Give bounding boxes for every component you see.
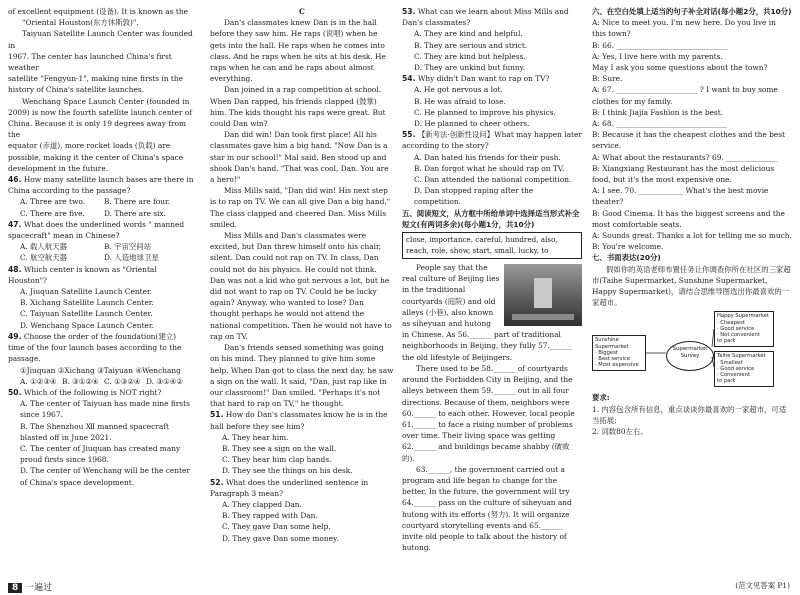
dialog-line[interactable]: B: 66. ______________________________ xyxy=(592,40,728,50)
paragraph: Dan's friends sensed something was going on his mind. They planned to give him some help. When Dan got to class the next day, he saw a sign on the wall. It said, "Dan, just rap like in our classroom!" Dan smiled. "Perhaps it's not that hard to rap on TV," he thought. xyxy=(210,343,394,409)
option[interactable]: A. He got nervous a lot. xyxy=(414,85,503,95)
option[interactable]: C. The center of Jiuquan has created many proud firsts since 1968. xyxy=(20,443,181,465)
dialog-line: B: Because it has the cheapest clothes and the best service. xyxy=(592,130,786,151)
option[interactable]: D. Wenchang Space Launch Center. xyxy=(20,320,154,330)
text-line: of excellent equipment (设备). It is known as the xyxy=(8,7,188,16)
box-title: Taihe Supermarket xyxy=(717,353,766,360)
option[interactable]: B. They are serious and strict. xyxy=(414,40,528,50)
dialog-line: May I ask you some questions about the town? xyxy=(592,63,768,73)
happy-box xyxy=(714,311,774,346)
requirement: 1. 内容包含所有信息，重点谈谈你最喜欢的一家超市，可适当拓展; xyxy=(592,404,787,425)
option[interactable]: D. The center of Wenchang will be the center of China's space development. xyxy=(20,466,190,487)
question-54 xyxy=(402,73,582,129)
question-number: 46. xyxy=(8,175,22,185)
gate-shape xyxy=(534,278,552,308)
question-stem: What does the underlined words " manned spacecraft" mean in Chinese? xyxy=(8,219,185,241)
question-stem: 【新考法·创新性设问】What may happen later according to the story? xyxy=(402,130,582,151)
question-stem: Which center is known as "Oriental Houston"? xyxy=(8,264,157,285)
option[interactable]: C. They gave Dan some help. xyxy=(222,522,331,532)
sunshine-box xyxy=(592,335,646,370)
option[interactable]: A. They hear him. xyxy=(222,432,289,442)
question-number: 53. xyxy=(402,7,416,16)
box-item: to park xyxy=(717,378,736,385)
option[interactable]: D. He planned to cheer others. xyxy=(414,119,530,129)
dialog-line: A: Nice to meet you. I'm new here. Do you live in this town? xyxy=(592,18,776,39)
section-7-title: 七、书面表达(20分) xyxy=(592,253,661,263)
option[interactable]: B. Xichang Satellite Launch Center. xyxy=(20,298,154,308)
question-number: 54. xyxy=(402,74,416,84)
option[interactable]: D. Dan stopped raping after the competition. xyxy=(414,186,534,207)
option[interactable]: B. The Shenzhou Ⅻ manned spacecraft blasted off in June 2021. xyxy=(20,421,169,442)
option[interactable]: B. There are four. xyxy=(104,197,171,207)
text-line: history of China's satellite launches. xyxy=(8,85,145,95)
box-item: · Most expensive xyxy=(595,362,639,369)
question-number: 55. xyxy=(402,130,416,140)
column-3 xyxy=(402,6,582,553)
question-51 xyxy=(210,409,394,476)
column-2 xyxy=(210,6,394,544)
text-line: China. Because it is only 19 degrees away from the xyxy=(8,119,186,140)
option[interactable]: D. They see the things on his desk. xyxy=(222,466,353,476)
question-stem: How do Dan's classmates know he is in the hall before they see him? xyxy=(210,410,388,431)
box-item: · Good service xyxy=(717,325,755,332)
question-stem: Choose the order of the foundation(建立) time of the four launch bases according to the passage. xyxy=(8,331,182,364)
paragraph: Miss Mills and Dan's classmates were excited, but Dan threw himself onto his chair, silent. Dan could not rap on TV. In class, Dan could not do his physics. He could not think. Dan was not a kid who got nervous a lot, but he did not want to rap on TV. Could he be lucky again? Anyway, who wanted to lose? Dan thought perhaps he would not attend the national competition. Then he would not have to rap on TV. xyxy=(210,231,392,341)
box-item: · Cheapest xyxy=(717,319,745,326)
passage-heading: C xyxy=(299,7,305,16)
paragraph: 63.______, the government carried out a program and life began to change for the better. In the future, the government will try 64.______ pass on the culture of siheyuan and hutong with its efforts (努力). It will organize courtyard storytelling events and 65.______ invite old people to talk about the history of hutong. xyxy=(402,464,572,553)
option[interactable]: B. They see a sign on the wall. xyxy=(222,443,337,453)
question-stem: What can we learn about Miss Mills and Dan's classmates? xyxy=(402,7,569,28)
option[interactable]: A. The center of Taiyuan has made nine firsts since 1967. xyxy=(20,399,190,420)
option[interactable]: C. Taiyuan Satellite Launch Center. xyxy=(20,309,153,319)
question-number: 51. xyxy=(210,410,224,420)
dialog-line[interactable]: A: 68. ______________________________ xyxy=(592,119,728,129)
text-line: 1967. The center has launched China's first weather xyxy=(8,51,172,73)
question-stem: Which of the following is NOT right? xyxy=(23,387,162,397)
question-number: 49. xyxy=(8,331,22,341)
question-stem: How many satellite launch bases are there in China according to the passage? xyxy=(8,175,194,196)
question-55 xyxy=(402,129,582,207)
column-1 xyxy=(8,6,194,488)
dialog-line[interactable]: A: 67. ______________________ ? I want to buy some clothes for my family. xyxy=(592,85,778,106)
text-line: 2009) is now the fourth satellite launch center of xyxy=(8,107,192,117)
courtyard-photo xyxy=(504,264,582,326)
paragraph: People say that the real culture of Beijing lies in the traditional courtyards (庭院) and old alleys (小巷), also known as siheyuan and hutong in Chinese. As 56.______ part of traditional neighborhoods in Beijing, they fully 57.______ the old lifestyle of Beijingers. xyxy=(402,263,573,362)
paragraph: Miss Mills said, "Dan did win! His next step is to rap on TV. We can all give Dan a big hand." The class clapped and cheered Dan. Miss Mills smiled. xyxy=(210,186,391,229)
requirement: 2. 词数80左右。 xyxy=(592,427,648,437)
box-item: to park xyxy=(717,338,736,345)
dialog-line: B: You're welcome. xyxy=(592,242,664,252)
dialog-line[interactable]: A: I see. 70. ____________ What's the best movie theater? xyxy=(592,186,769,207)
option[interactable]: C. He planned to improve his physics. xyxy=(414,107,556,117)
question-47 xyxy=(8,219,194,264)
order-items: ①Jiuquan ②Xichang ③Taiyuan ④Wenchang xyxy=(20,365,181,375)
option[interactable]: A. ①②③④ xyxy=(20,376,57,386)
answer-reference: (范文见答案 P1) xyxy=(735,581,790,590)
box-item: · Good service xyxy=(717,365,755,372)
mind-map xyxy=(592,311,792,389)
option[interactable]: B. They rapped with Dan. xyxy=(222,511,318,521)
dialog-line[interactable]: A: What about the restaurants? 69. ______________ xyxy=(592,152,778,162)
paragraph: There used to be 58.______ of courtyards around the Forbidden City in Beijing, and the alleys between them 59.______ out in all four directions. Because of them, neighbors were 60.______ to each other. However, local people 61.______ to face a rising number of problems over time. Their living space was getting 62.______ and buildings became shabby (破败的). xyxy=(402,363,575,463)
dialog-line: B: Sure. xyxy=(592,74,623,84)
question-number: 47. xyxy=(8,219,22,229)
dialog-line: B: I think Jiajia Fashion is the best. xyxy=(592,107,724,117)
text-line: equator (赤道), more rocket loads (负载) are xyxy=(8,141,171,151)
option[interactable]: C. There are five. xyxy=(20,208,85,218)
text-line: development in the future. xyxy=(8,163,109,173)
text-line: Taiyuan Satellite Launch Center was founded in xyxy=(8,29,193,50)
box-title: Happy Supermarket xyxy=(717,313,769,320)
page-footer xyxy=(8,580,52,593)
question-stem: Why didn't Dan want to rap on TV? xyxy=(417,74,550,84)
paragraph: Dan did win! Dan took first place! All his classmates gave him a big hand. "Now Dan is a star in our school!" Mal said. Ben stood up and shook Dan's hand. "That was cool, Dan. You are a hero!" xyxy=(210,130,389,185)
word-bank: close, importance, careful, hundred, also, reach, role, show, start, small, lucky, to xyxy=(402,232,582,259)
dialog-line: A: Yes, I live here with my parents. xyxy=(592,51,723,61)
question-50 xyxy=(8,387,194,488)
center-oval: Supermarket Survey xyxy=(666,341,714,371)
option[interactable]: D. 人造地球卫星 xyxy=(104,253,159,263)
option[interactable]: A. They clapped Dan. xyxy=(222,499,302,509)
question-48 xyxy=(8,264,194,331)
option[interactable]: B. 宇宙空间站 xyxy=(104,242,152,252)
paragraph: Dan's classmates knew Dan is in the hall before they saw him. He raps (说唱) when he gets into the hall. He raps when he comes into class. And he raps when he sits at his desk. He raps when he can and he raps about almost everything. xyxy=(210,18,386,84)
text-line: possible, making it the center of China's space xyxy=(8,152,184,162)
requirements-title: 要求: xyxy=(592,393,610,403)
option[interactable]: C. They are kind but helpless. xyxy=(414,51,526,61)
option[interactable]: D. There are six. xyxy=(104,208,167,218)
question-53 xyxy=(402,6,582,73)
taihe-box xyxy=(714,351,774,386)
question-46 xyxy=(8,174,194,219)
question-stem: What does the underlined sentence in Paragraph 3 mean? xyxy=(210,477,369,498)
step-shape xyxy=(512,314,574,320)
box-item: · Not convenient xyxy=(717,332,760,339)
box-title: Sunshine Supermarket xyxy=(595,337,629,350)
option[interactable]: C. Dan attended the national competition. xyxy=(414,175,572,185)
page-number: 8 xyxy=(8,583,22,593)
question-number: 50. xyxy=(8,387,22,397)
option[interactable]: A. 载人航天器 xyxy=(20,242,67,252)
paragraph: Dan joined in a rap competition at school. When Dan rapped, his friends clapped (鼓掌) him. The kids thought his raps were great. But could Dan win? xyxy=(210,85,386,129)
option[interactable]: C. They hear him clap hands. xyxy=(222,455,332,465)
option[interactable]: A. They are kind and helpful. xyxy=(414,29,523,39)
text-line: satellite "Fengyun-1", making nine firsts in the xyxy=(8,74,183,84)
dialog-line: A: Sounds great. Thanks a lot for telling me so much. xyxy=(592,231,792,241)
option[interactable]: D. ③①④② xyxy=(146,376,183,386)
question-49 xyxy=(8,331,194,387)
option[interactable]: B. ③①②④ xyxy=(62,376,99,386)
dialog-line: B: Xiangxiang Restaurant has the most delicious food, but it's the most expensive one. xyxy=(592,163,775,185)
text-line: "Oriental Houston(东方休斯敦)". xyxy=(22,18,139,28)
dialog-line: B: Good Cinema. It has the biggest screens and the most comfortable seats. xyxy=(592,208,785,229)
question-number: 52. xyxy=(210,477,224,487)
box-item: · Smallest xyxy=(717,359,743,366)
option[interactable]: B. He was afraid to lose. xyxy=(414,96,506,106)
writing-prompt: 假如你的英语老师布置任务让你调查你所在社区的三家超市(Taihe Supermarket, Sunshine Supermarket, Happy Supermarket)，请结合思维导图选出你最喜欢的一家超市。 xyxy=(592,264,791,308)
box-item: · Best service xyxy=(595,356,631,363)
option[interactable]: C. ①③②④ xyxy=(104,376,141,386)
option[interactable]: A. Jiuquan Satellite Launch Center. xyxy=(20,287,153,297)
section-5-title: 五、阅读短文，从方框中所给单词中选择适当形式补全短文(有两词多余)(每小题1分，共10分) xyxy=(402,208,580,229)
option[interactable]: D. They are unkind but funny. xyxy=(414,63,526,73)
question-number: 48. xyxy=(8,264,22,274)
option[interactable]: A. Dan hated his friends for their push. xyxy=(414,152,561,162)
option[interactable]: B. Dan forgot what he should rap on TV. xyxy=(414,163,565,173)
option[interactable]: D. They gave Dan some money. xyxy=(222,533,339,543)
brand-label: 一遍过 xyxy=(25,583,53,593)
section-6-title: 六、在空白处填上适当的句子补全对话(每小题2分，共10分) xyxy=(592,7,792,16)
column-4 xyxy=(592,6,792,437)
box-item: · Biggest xyxy=(595,349,618,356)
text-line: Wenchang Space Launch Center (founded in xyxy=(22,96,190,106)
option[interactable]: A. Three are two. xyxy=(20,197,85,207)
option[interactable]: C. 航空航天器 xyxy=(20,253,68,263)
question-52 xyxy=(210,477,394,544)
box-item: · Convenient xyxy=(717,372,750,379)
